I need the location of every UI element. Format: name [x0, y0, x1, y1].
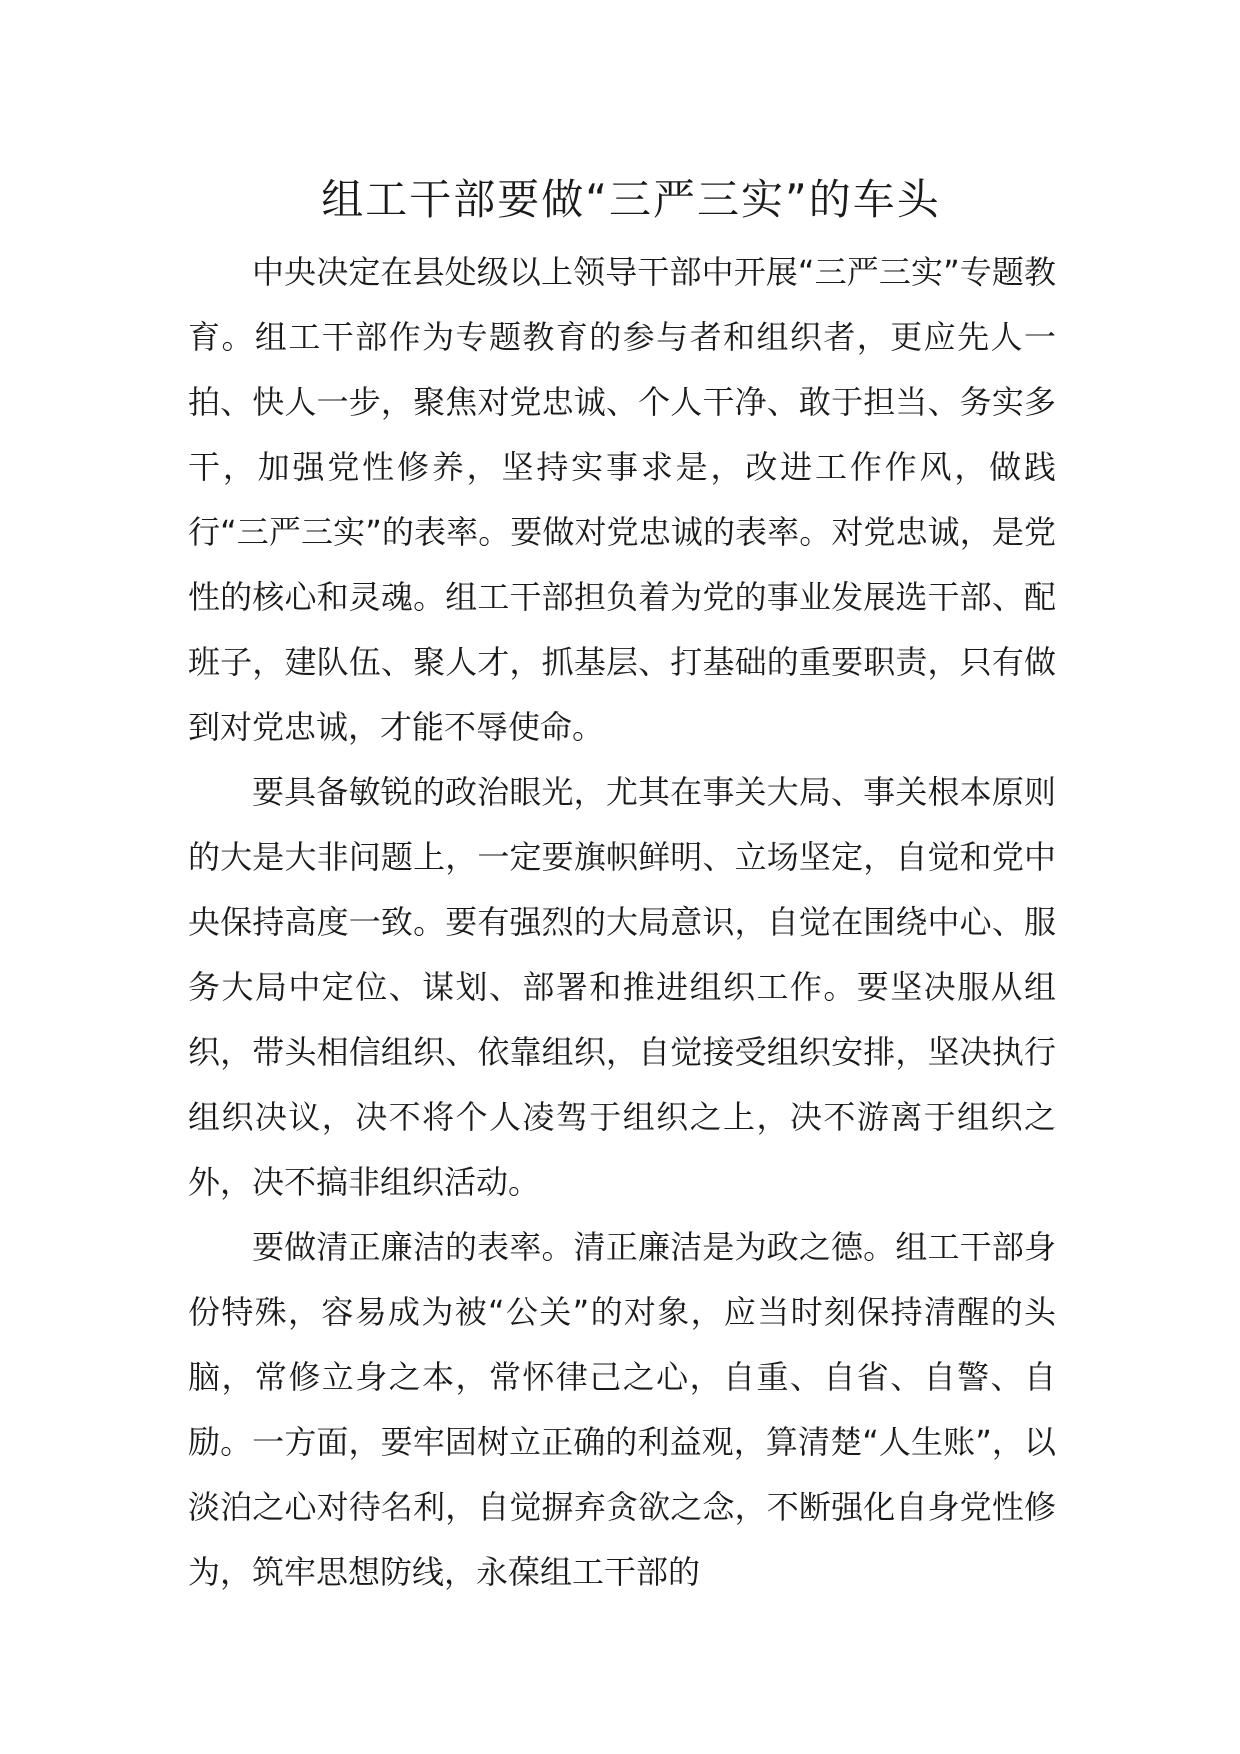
paragraph-3: 要做清正廉洁的表率。清正廉洁是为政之德。组工干部身份特殊，容易成为被“公关”的对象，应当时刻保持清醒的头脑，常修立身之本，常怀律己之心，自重、自省、自警、自励。一方面，要牢固树立正确的利益观，算清楚“人生账”，以淡泊之心对待名利，自觉摒弃贪欲之念，不断强化自身党性修为，筑牢思想防线，永葆组工干部的	[188, 1228, 1056, 1591]
paragraph-1: 中央决定在县处级以上领导干部中开展“三严三实”专题教育。组工干部作为专题教育的参与者和组织者，更应先人一拍、快人一步，聚焦对党忠诚、个人干净、敢于担当、务实多干，加强党性修养，坚持实事求是，改进工作作风，做践行“三严三实”的表率。要做对党忠诚的表率。对党忠诚，是党性的核心和灵魂。组工干部担负着为党的事业发展选干部、配班子，建队伍、聚人才，抓基层、打基础的重要职责，只有做到对党忠诚，才能不辱使命。	[188, 253, 1056, 746]
paragraph-2: 要具备敏锐的政治眼光，尤其在事关大局、事关根本原则的大是大非问题上，一定要旗帜鲜明、立场坚定，自觉和党中央保持高度一致。要有强烈的大局意识，自觉在围绕中心、服务大局中定位、谋划、部署和推进组织工作。要坚决服从组织，带头相信组织、依靠组织，自觉接受组织安排，坚决执行组织决议，决不将个人凌驾于组织之上，决不游离于组织之外，决不搞非组织活动。	[188, 773, 1056, 1201]
document-page	[188, 160, 1056, 1605]
document-title: 组工干部要做“三严三实”的车头	[321, 175, 941, 224]
